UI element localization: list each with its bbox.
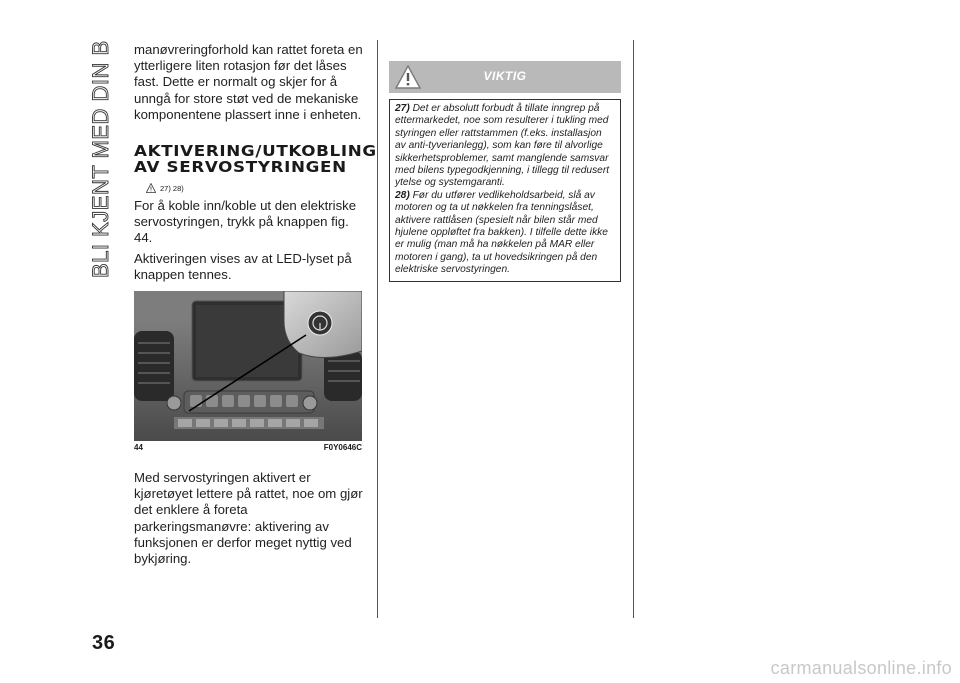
paragraph-led: Aktiveringen vises av at LED-lyset på knappen tennes.	[134, 250, 352, 282]
dashboard-illustration	[134, 291, 362, 441]
note-refs-text: 27) 28)	[160, 183, 184, 193]
figure-dashboard-photo	[134, 291, 362, 441]
note-28-number: 28)	[395, 189, 410, 201]
important-notes-box	[389, 99, 621, 282]
important-notice	[389, 61, 621, 282]
side-title-text: BLI KJENT MED DIN BIL	[88, 40, 113, 278]
page-number: 36	[92, 632, 116, 654]
important-banner	[389, 61, 621, 93]
side-section-title	[78, 40, 122, 280]
important-title: VIKTIG	[483, 69, 527, 83]
intro-paragraph: manøvreringforhold kan rattet foreta en ytterligere liten rotasjon før det låses fast. Dette er normalt og skjer for å unngå for store støt ved de mekaniske komponentene plassert inne i enheten.	[134, 42, 363, 122]
note-references	[146, 181, 366, 195]
watermark: carmanualsonline.info	[770, 658, 952, 678]
note-27-number: 27)	[395, 103, 410, 114]
figure-caption	[134, 443, 362, 452]
note-28	[395, 190, 615, 277]
note-27-text: Det er absolutt forbudt å tillate inngrep på ettermarkedet, noe som resulterer i tukling med styringen eller rattstammen (f.eks. installasjon av anti-tyverianlegg), som kan føre til alvorlige sikkerhetsproblemer, samt manglende samsvar med bilens typegodkjenning, i tillegg til redusert ytelse og systemgaranti.	[395, 103, 610, 189]
main-column	[134, 42, 377, 567]
figure-code: F0Y0646C	[323, 443, 362, 453]
paragraph-activate: For å koble inn/koble ut den elektriske servostyringen, trykk på knappen fig. 44.	[134, 198, 357, 246]
figure-number: 44	[134, 443, 143, 453]
warning-icon	[146, 183, 156, 193]
note-28-text: Før du utfører vedlikeholdsarbeid, slå av motoren og ta ut nøkkelen fra tenningslåset, aktivere rattlåsen (spesielt når bilen står med hjulene oppløftet fra bakken). I tilfelle dette ikke er mulig (man må ha nøkkelen på MAR eller motoren i gang), ta ut hovedsikringen på den elektriske servostyringen.	[395, 189, 608, 276]
note-27	[395, 103, 615, 190]
paragraph-benefits: Med servostyringen aktivert er kjøretøyet lettere på rattet, noe om gjør det enklere å foreta parkeringsmanøvre: aktivering av funksjonen er derfor meget nyttig ved bykjøring.	[134, 470, 363, 567]
column-divider	[377, 40, 378, 618]
section-heading: AKTIVERING/UTKOBLING AV SERVOSTYRINGEN	[134, 142, 377, 177]
column-divider-right	[633, 40, 634, 618]
